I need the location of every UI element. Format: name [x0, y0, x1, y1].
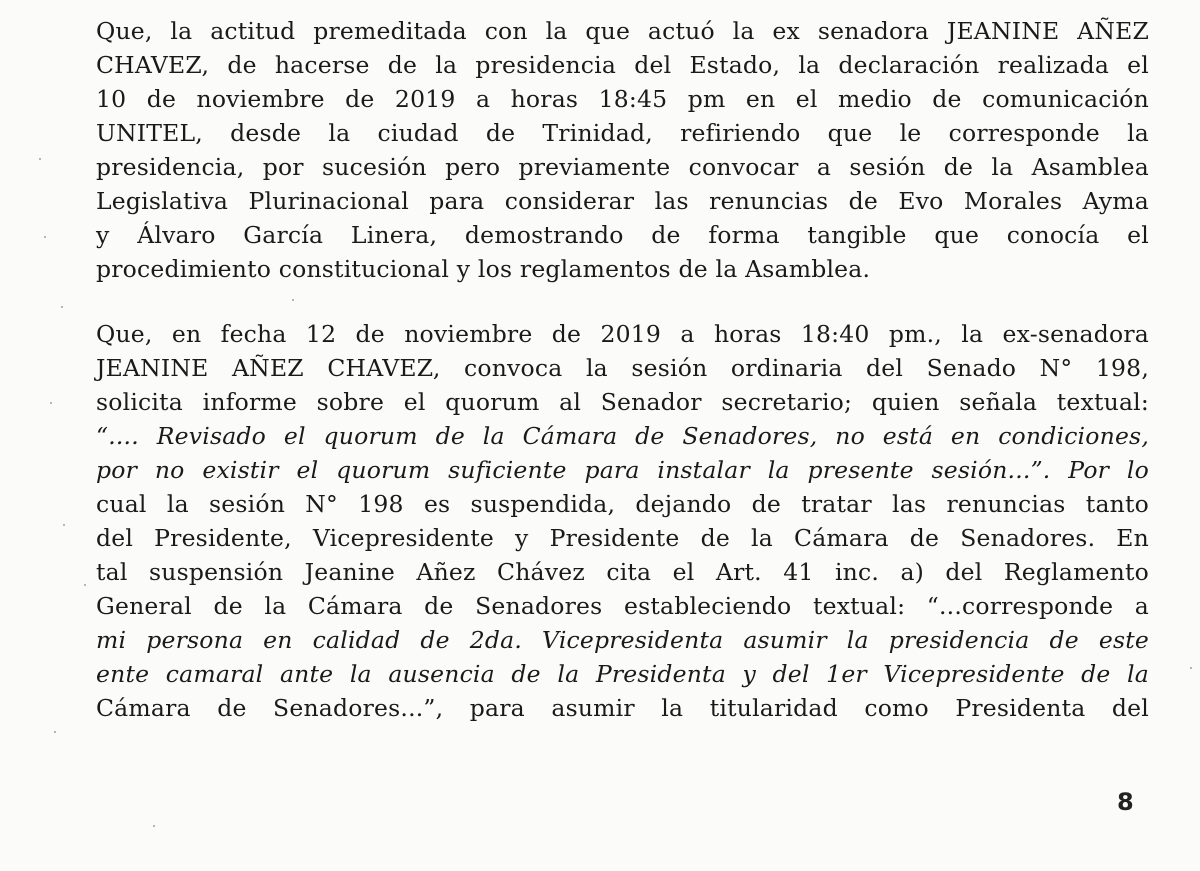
- paragraph-2-line-8: tal suspensión Jeanine Añez Chávez cita el Art. 41 inc. a) del Reglamento: [96, 558, 1149, 586]
- scan-speck: [44, 236, 46, 238]
- paragraph-1-line-5: presidencia, por sucesión pero previamente convocar a sesión de la Asamblea: [96, 153, 1149, 181]
- paragraph-2-line-9: General de la Cámara de Senadores estableciendo textual: “...corresponde a: [96, 592, 1149, 620]
- paragraph-1-line-2: CHAVEZ, de hacerse de la presidencia del Estado, la declaración realizada el: [96, 51, 1149, 79]
- paragraph-2-line-4: “.... Revisado el quorum de la Cámara de Senadores, no está en condiciones,: [96, 422, 1149, 450]
- scan-speck: [292, 299, 294, 301]
- paragraph-2-line-2: JEANINE AÑEZ CHAVEZ, convoca la sesión ordinaria del Senado N° 198,: [96, 354, 1149, 382]
- paragraph-2-line-7: del Presidente, Vicepresidente y Presidente de la Cámara de Senadores. En: [96, 524, 1149, 552]
- scan-speck: [153, 825, 155, 827]
- paragraph-2-line-10: mi persona en calidad de 2da. Vicepresidenta asumir la presidencia de este: [96, 626, 1149, 654]
- paragraph-1-line-1: Que, la actitud premeditada con la que actuó la ex senadora JEANINE AÑEZ: [96, 17, 1149, 45]
- scan-speck: [54, 731, 56, 733]
- paragraph-2-line-1: Que, en fecha 12 de noviembre de 2019 a horas 18:40 pm., la ex-senadora: [96, 320, 1149, 348]
- scan-speck: [1190, 667, 1192, 669]
- paragraph-2-line-3: solicita informe sobre el quorum al Senador secretario; quien señala textual:: [96, 388, 1149, 416]
- paragraph-1-line-7: y Álvaro García Linera, demostrando de forma tangible que conocía el: [96, 221, 1149, 249]
- paragraph-2-line-5: por no existir el quorum suficiente para instalar la presente sesión...”. Por lo: [96, 456, 1149, 484]
- paragraph-1-line-4: UNITEL, desde la ciudad de Trinidad, refiriendo que le corresponde la: [96, 119, 1149, 147]
- paragraph-2-line-6: cual la sesión N° 198 es suspendida, dejando de tratar las renuncias tanto: [96, 490, 1149, 518]
- paragraph-2-line-12: Cámara de Senadores...”, para asumir la titularidad como Presidenta del: [96, 694, 1149, 722]
- paragraph-1-line-3: 10 de noviembre de 2019 a horas 18:45 pm en el medio de comunicación: [96, 85, 1149, 113]
- page-number: 8: [1117, 788, 1134, 816]
- scan-speck: [39, 158, 41, 160]
- paragraph-1-line-6: Legislativa Plurinacional para considerar las renuncias de Evo Morales Ayma: [96, 187, 1149, 215]
- paragraph-1-line-8: procedimiento constitucional y los reglamentos de la Asamblea.: [96, 255, 871, 283]
- scan-speck: [63, 524, 65, 526]
- scan-speck: [61, 306, 63, 308]
- scan-speck: [50, 402, 52, 404]
- paragraph-2-line-11: ente camaral ante la ausencia de la Presidenta y del 1er Vicepresidente de la: [96, 660, 1149, 688]
- scan-speck: [84, 584, 86, 586]
